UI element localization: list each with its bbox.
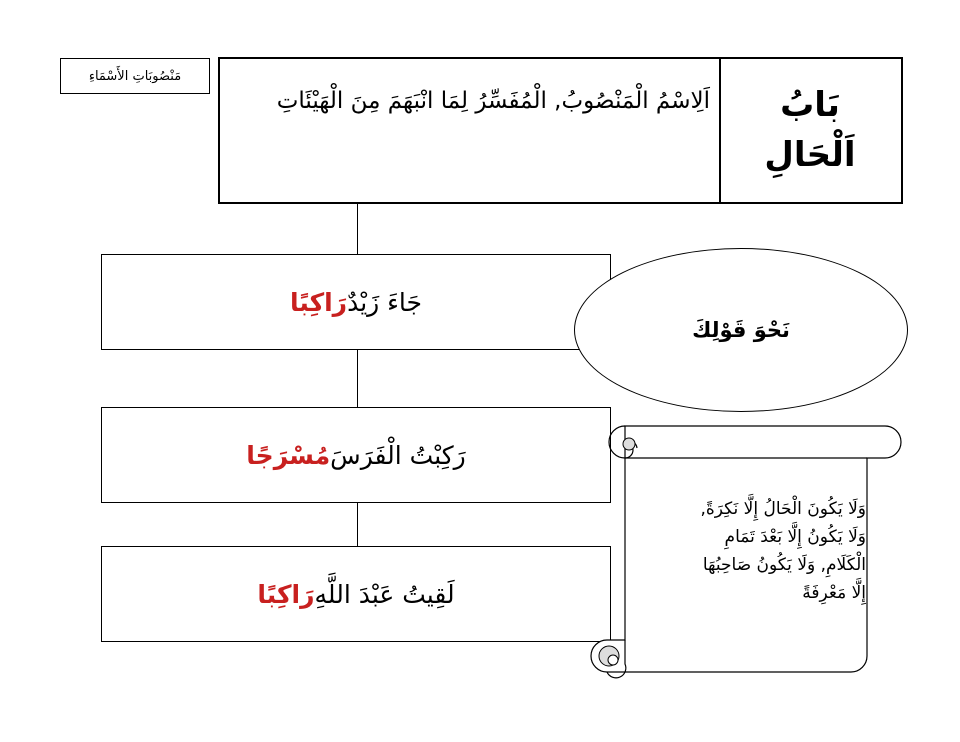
example-box-2: [101, 407, 611, 503]
example-box-1: [101, 254, 611, 350]
scroll-line: إِلَّا مَعْرِفَةً: [802, 583, 866, 603]
scroll-line: وَلَا يَكُونَ الْحَالُ إِلَّا نَكِرَةً,: [700, 499, 866, 519]
ellipse-label: نَحْوَ قَوْلِكَ: [692, 318, 790, 342]
example-text: لَقِيتُ عَبْدَ اللَّهِ: [314, 579, 455, 609]
connector-line: [357, 350, 358, 408]
example-highlight: رَاكِبًا: [289, 287, 348, 317]
section-tag: مَنْصُوبَاتِ الأَسْمَاءِ: [60, 58, 210, 94]
connector-line: [357, 204, 358, 255]
example-text: رَكِبْتُ الْفَرَسَ: [330, 440, 466, 470]
example-box-3: [101, 546, 611, 642]
scroll-line: وَلَا يَكُونُ إِلَّا بَعْدَ تَمَامِ: [724, 527, 866, 547]
example-text: جَاءَ زَيْدٌ: [347, 287, 423, 317]
scroll-text: [628, 495, 866, 607]
definition-text: اَلِاسْمُ الْمَنْصُوبُ, الْمُفَسِّرُ لِمَا انْبَهَمَ مِنَ الْهَيْئَاتِ: [276, 88, 710, 114]
example-highlight: مُسْرَجًا: [246, 440, 331, 470]
chapter-title: [730, 80, 890, 180]
chapter-title-line2: اَلْحَالِ: [764, 135, 856, 175]
header-divider: [719, 57, 721, 204]
chapter-title-line1: بَابُ: [780, 85, 840, 125]
example-label-ellipse: [574, 248, 908, 412]
connector-line: [357, 502, 358, 547]
example-highlight: رَاكِبًا: [257, 579, 315, 609]
scroll-line: الْكَلَامِ, وَلَا يَكُونُ صَاحِبُهَا: [702, 555, 866, 575]
